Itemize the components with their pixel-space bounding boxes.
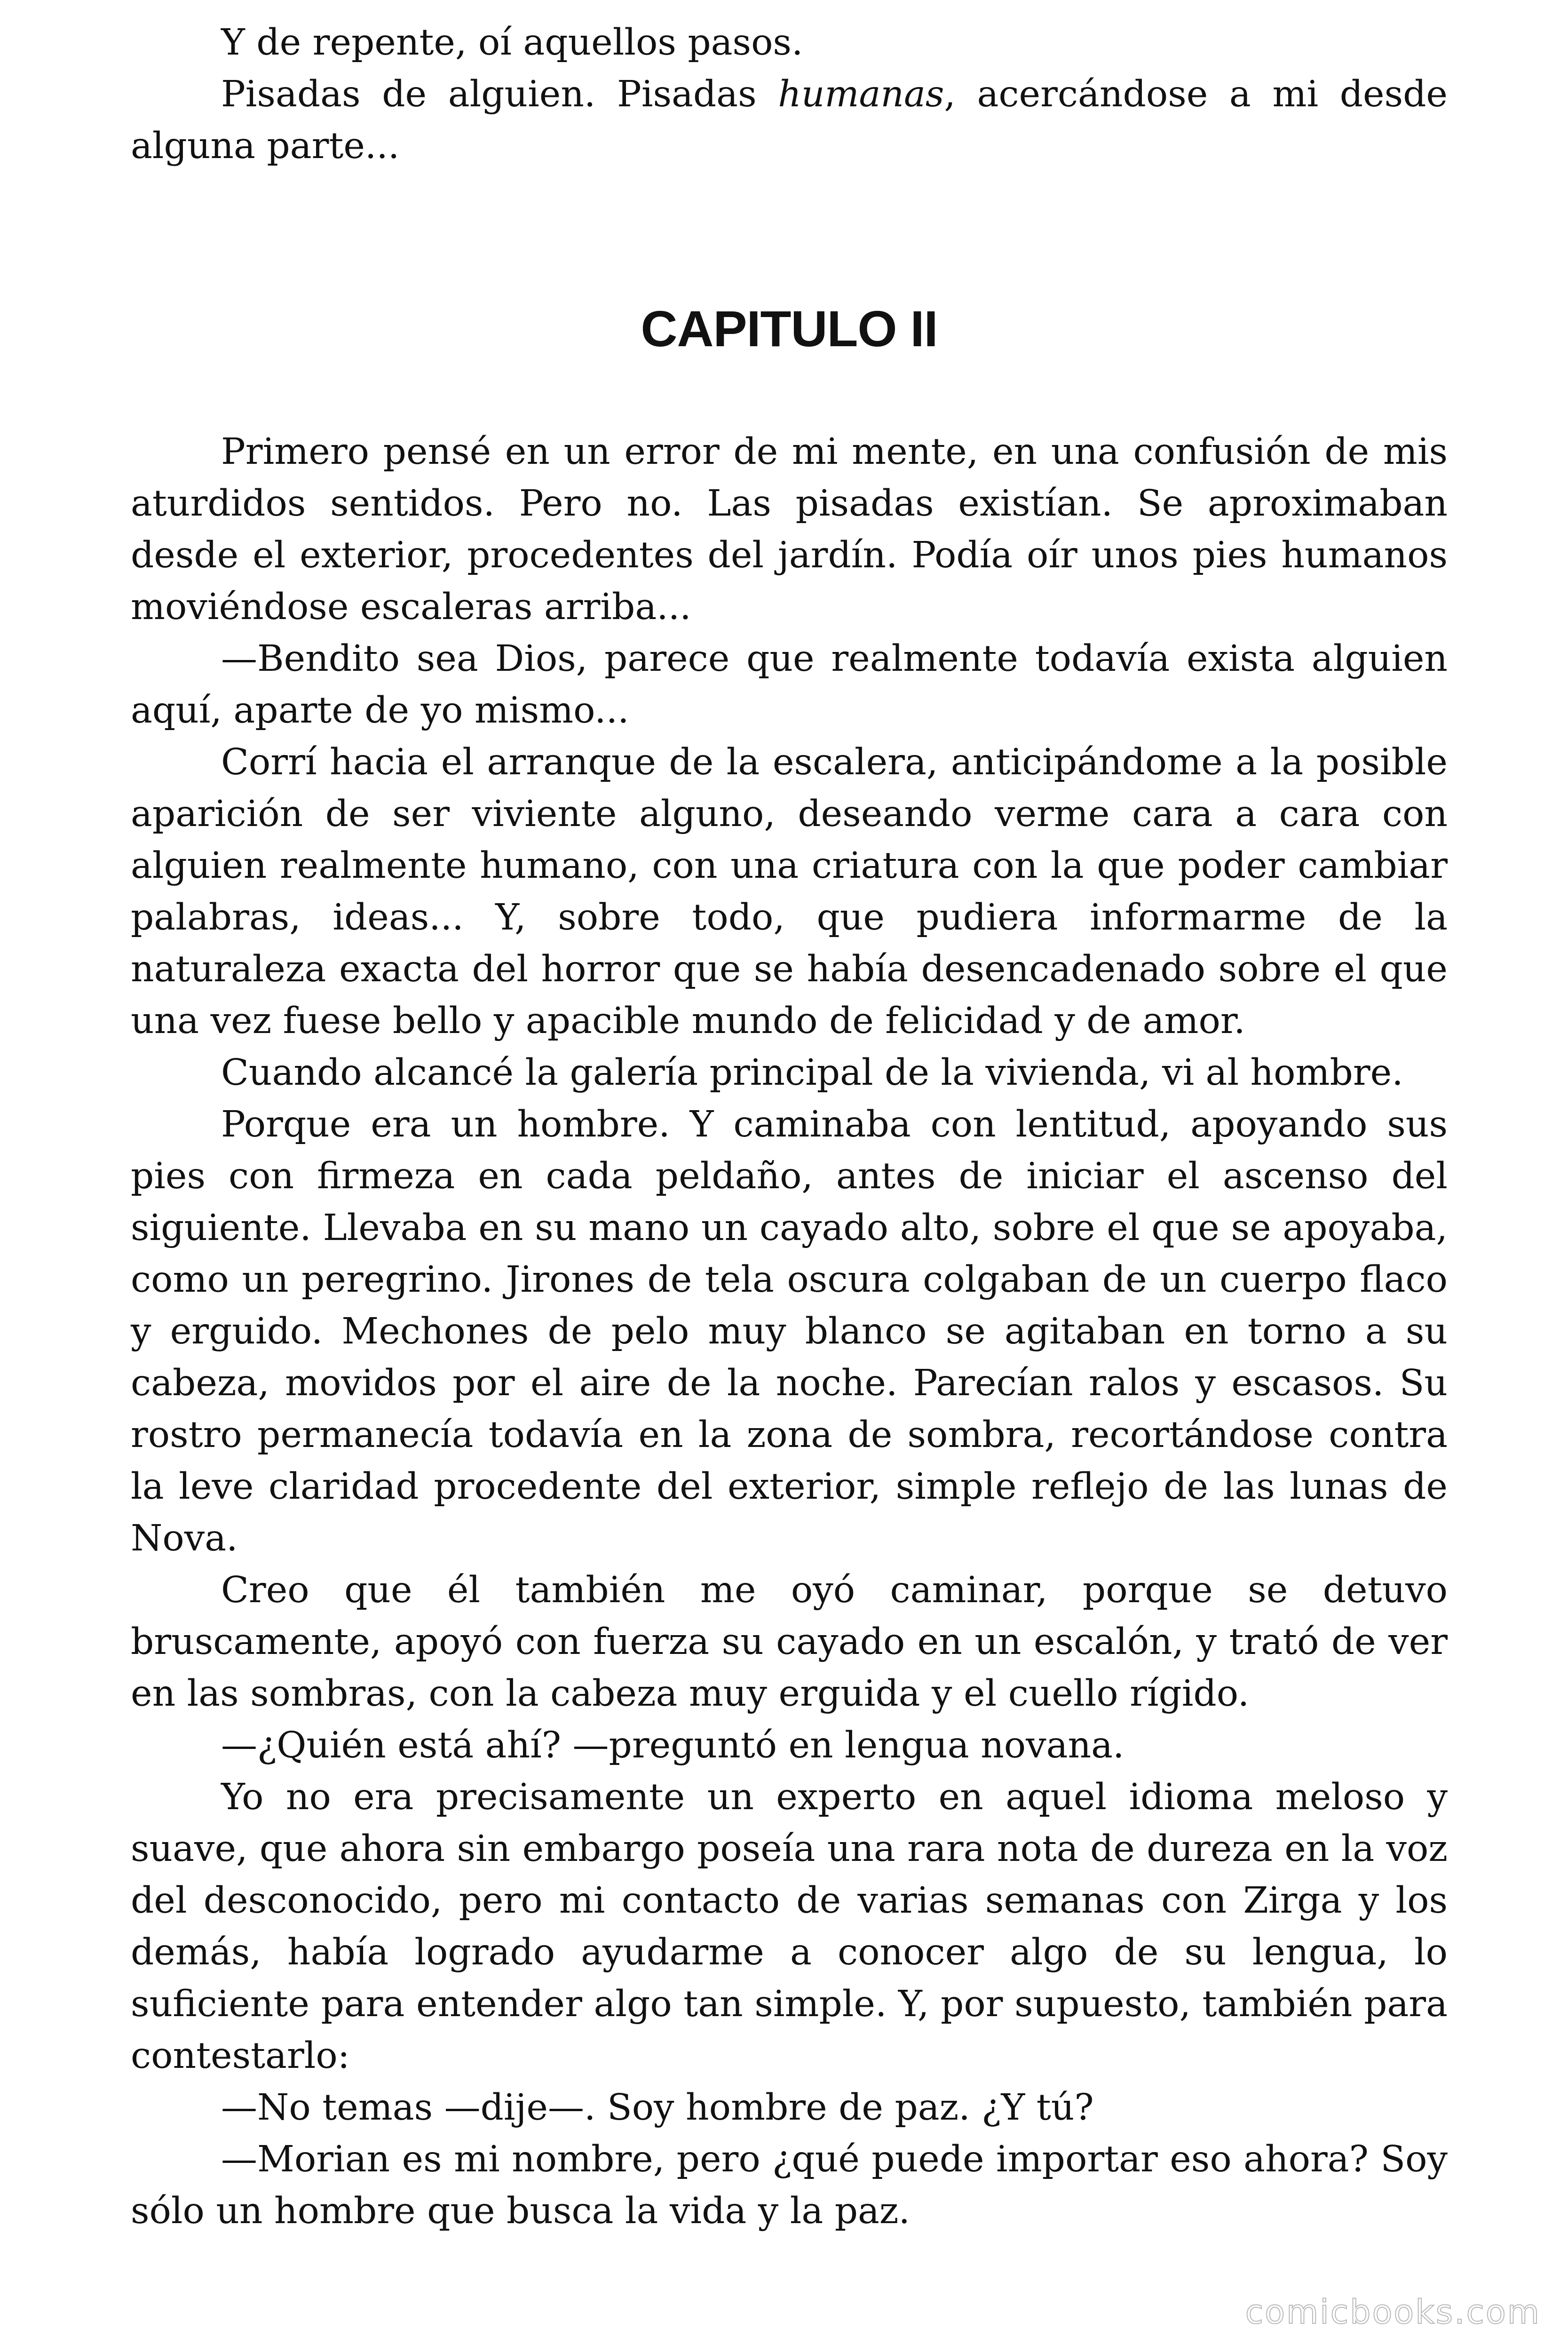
body-paragraph-6: Creo que él también me oyó caminar, porque se detuvo bruscamente, apoyó con fuerza su cayado en un escalón, y trató de ver en las sombras, con la cabeza muy erguida y el cuello rígido. [131, 1569, 1448, 1715]
body-paragraph-4: Cuando alcancé la galería principal de la vivienda, vi al hombre. [221, 1052, 1403, 1094]
chapter-body [131, 426, 1448, 2237]
watermark: comicbooks.com [1245, 2293, 1541, 2331]
intro-paragraph-2-text-a: Pisadas de alguien. Pisadas [221, 73, 778, 115]
intro-paragraph-1 [131, 17, 1448, 69]
body-paragraph-8: Yo no era precisamente un experto en aquel idioma meloso y suave, que ahora sin embargo poseía una rara nota de dureza en la voz del desconocido, pero mi contacto de varias semanas con Zirga y los demás, había logrado ayudarme a conocer algo de su lengua, lo suficiente para entender algo tan simple. Y, por supuesto, también para contestarlo: [131, 1776, 1448, 2077]
intro-paragraph-2 [131, 69, 1448, 172]
body-paragraph-3: Corrí hacia el arranque de la escalera, anticipándome a la posible aparición de ser viviente alguno, deseando verme cara a cara con alguien realmente humano, con una criatura con la que poder cambiar palabras, ideas... Y, sobre todo, que pudiera informarme de la naturaleza exacta del horror que se había desencadenado sobre el que una vez fuese bello y apacible mundo de felicidad y de amor. [131, 741, 1448, 1042]
chapter-heading-area [131, 172, 1448, 426]
intro-paragraph-2-text-b: , acercándose a mi desde alguna parte... [131, 73, 1448, 167]
chapter-title: CAPITULO II [641, 300, 938, 357]
body-paragraph-2: —Bendito sea Dios, parece que realmente todavía exista alguien aquí, aparte de yo mismo... [131, 638, 1448, 731]
book-page [131, 17, 1448, 2237]
body-paragraph-5: Porque era un hombre. Y caminaba con lentitud, apoyando sus pies con firmeza en cada peldaño, antes de iniciar el ascenso del siguiente. Llevaba en su mano un cayado alto, sobre el que se apoyaba, como un peregrino. Jirones de tela oscura colgaban de un cuerpo flaco y erguido. Mechones de pelo muy blanco se agitaban en torno a su cabeza, movidos por el aire de la noche. Parecían ralos y escasos. Su rostro permanecía todavía en la zona de sombra, recortándose contra la leve claridad procedente del exterior, simple reflejo de las lunas de Nova. [131, 1104, 1448, 1559]
body-paragraph-10: —Morian es mi nombre, pero ¿qué puede importar eso ahora? Soy sólo un hombre que busca la vida y la paz. [131, 2138, 1448, 2232]
body-paragraph-7: —¿Quién está ahí? —preguntó en lengua novana. [221, 1724, 1125, 1766]
intro-paragraph-2-italic: humanas [778, 73, 944, 115]
body-paragraph-1: Primero pensé en un error de mi mente, en una confusión de mis aturdidos sentidos. Pero no. Las pisadas existían. Se aproximaban desde el exterior, procedentes del jardín. Podía oír unos pies humanos moviéndose escaleras arriba... [131, 431, 1448, 628]
intro-paragraph-1-text: Y de repente, oí aquellos pasos. [221, 22, 803, 64]
body-paragraph-9: —No temas —dije—. Soy hombre de paz. ¿Y tú? [221, 2087, 1094, 2129]
